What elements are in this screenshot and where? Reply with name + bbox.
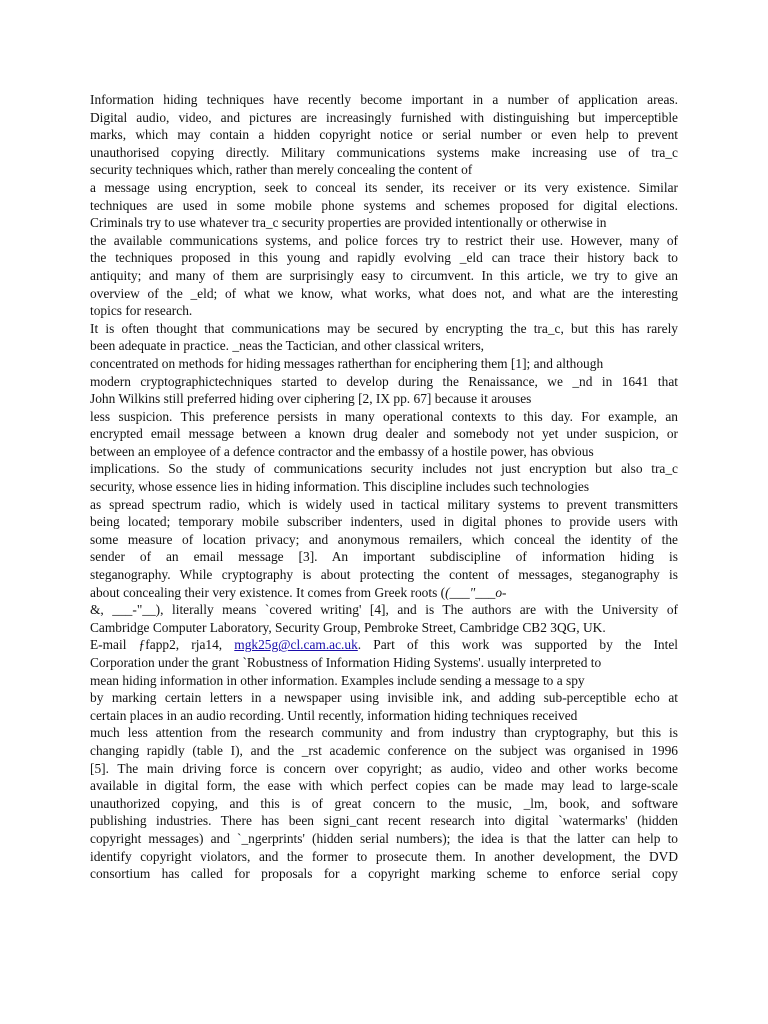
text-line: the techniques proposed in this young and rapidly evolving _eld can trace their history back to	[90, 250, 678, 266]
text-line: [5]. The main driving force is concern over copyright; as audio, video and other works become	[90, 760, 678, 776]
text-line: overview of the _eld; of what we know, what works, what does not, and what are the interesting	[90, 285, 678, 301]
text-line: implications. So the study of communications security includes not just encryption but also tra_c	[90, 461, 678, 477]
article-body	[90, 91, 678, 883]
text-line: by marking certain letters in a newspaper using invisible ink, and adding sub-perceptible echo at	[90, 690, 678, 706]
text-line	[90, 584, 678, 602]
text-line: techniques are used in some mobile phone systems and schemes proposed for digital elections.	[90, 197, 678, 213]
text-line: unauthorized copying, and this is of great concern to the music, _lm, book, and software	[90, 795, 678, 811]
text-line: It is often thought that communications may be secured by encrypting the tra_c, but this has rarely	[90, 320, 678, 336]
text-line: security techniques which, rather than merely concealing the content of	[90, 162, 473, 178]
text-line: certain places in an audio recording. Until recently, information hiding techniques received	[90, 707, 578, 723]
text-line: security, whose essence lies in hiding information. This discipline includes such technologies	[90, 479, 590, 495]
text-line: unauthorised copying directly. Military communications systems make increasing use of tra_c	[90, 144, 678, 160]
text-line: Criminals try to use whatever tra_c security properties are provided intentionally or otherwise in	[90, 215, 607, 231]
text-line: John Wilkins still preferred hiding over ciphering [2, IX pp. 67] because it arouses	[90, 391, 532, 407]
text-line: Information hiding techniques have recently become important in a number of application areas.	[90, 92, 678, 107]
text-line: a message using encryption, seek to conceal its sender, its receiver or its very existence. Similar	[90, 179, 678, 195]
text-line: available in digital form, the ease with which perfect copies can be made may lead to large-scale	[90, 778, 678, 794]
text-line: publishing industries. There has been signi_cant recent research into digital `watermarks' (hidden	[90, 813, 678, 829]
email-suffix: . Part of this work was supported by the Intel	[357, 637, 678, 653]
email-prefix: E-mail	[90, 637, 139, 653]
text-line: steganography. While cryptography is about protecting the content of messages, steganography is	[90, 567, 678, 583]
text-line: modern cryptographictechniques started to develop during the Renaissance, we _nd in 1641 that	[90, 373, 678, 389]
text-line: concentrated on methods for hiding messages ratherthan for enciphering them [1]; and although	[90, 355, 604, 371]
email-authors: ƒfapp2, rja14,	[138, 637, 235, 653]
text-line: topics for research.	[90, 303, 193, 319]
text-line: as spread spectrum radio, which is widely used in tactical military systems to prevent transmitters	[90, 496, 678, 512]
text-line: copyright messages) and `_ngerprints' (hidden serial numbers); the idea is that the latter can help to	[90, 830, 678, 846]
text-line: antiquity; and many of them are surprisingly easy to circumvent. In this article, we try to give an	[90, 267, 678, 283]
text-line: less suspicion. This preference persists in many operational contexts to this day. For example, an	[90, 408, 678, 424]
text-line: mean hiding information in other information. Examples include sending a message to a spy	[90, 672, 585, 688]
text-line: Corporation under the grant `Robustness of Information Hiding Systems'. usually interpreted to	[90, 655, 602, 670]
text-line: changing rapidly (table I), and the _rst academic conference on the subject was organised in 1996	[90, 742, 678, 758]
email-link[interactable]: mgk25g@cl.cam.ac.uk	[234, 637, 358, 653]
text-line: &, ___-"__), literally means `covered writing' [4], and is The authors are with the University of	[90, 602, 678, 618]
text-line: sender of an email message [3]. An important subdiscipline of information hiding is	[90, 549, 678, 565]
text-line-start: about concealing their very existence. It comes from Greek roots (	[90, 584, 446, 600]
text-line: Digital audio, video, and pictures are increasingly furnished with distinguishing but imperceptible	[90, 109, 678, 125]
text-line: Cambridge Computer Laboratory, Security Group, Pembroke Street, Cambridge CB2 3QG, UK.	[90, 619, 606, 635]
text-line: much less attention from the research community and from industry than cryptography, but this is	[90, 725, 678, 741]
text-line: been adequate in practice. _neas the Tactician, and other classical writers,	[90, 338, 485, 354]
text-line: the available communications systems, and police forces try to restrict their use. However, many of	[90, 232, 678, 248]
text-line: identify copyright violators, and the former to prosecute them. In another development, the DVD	[90, 848, 678, 864]
text-line: some measure of location privacy; and anonymous remailers, which conceal the identity of the	[90, 531, 678, 547]
text-line: consortium has called for proposals for a copyright marking scheme to enforce serial copy	[90, 866, 678, 882]
email-line	[90, 636, 678, 654]
text-line: marks, which may contain a hidden copyright notice or serial number or even help to prevent	[90, 127, 678, 143]
greek-fragment: (___"___o-	[445, 584, 507, 600]
text-line: encrypted email message between a known drug dealer and somebody not yet under suspicion, or	[90, 426, 678, 442]
text-line: between an employee of a defence contractor and the embassy of a hostile power, has obvious	[90, 443, 594, 459]
text-line: being located; temporary mobile subscriber indenters, used in digital phones to provide users with	[90, 514, 678, 530]
